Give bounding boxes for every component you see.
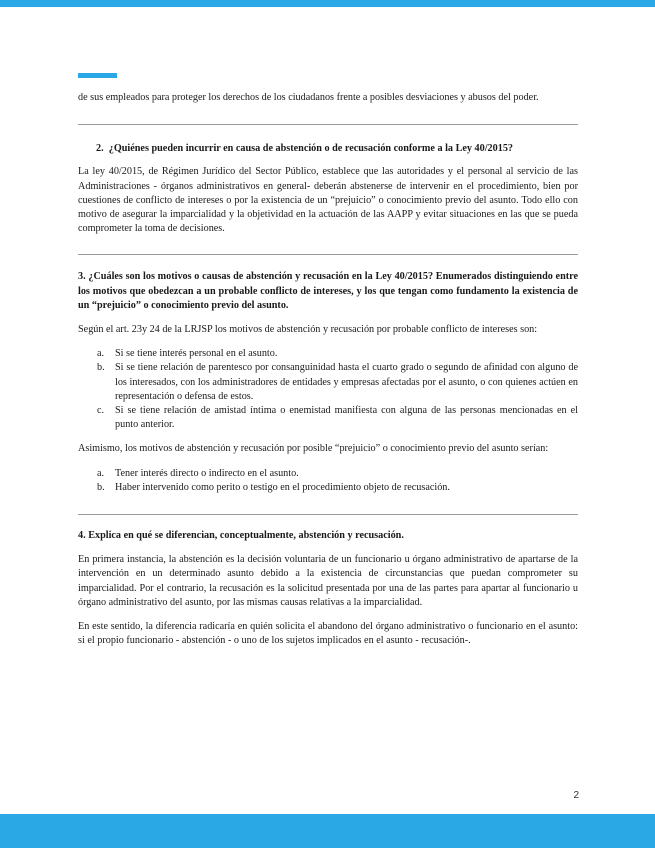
list-marker: a. <box>97 467 105 479</box>
list-item <box>78 347 578 361</box>
section-divider <box>78 514 578 515</box>
page-number: 2 <box>573 790 579 801</box>
top-color-bar <box>0 0 655 7</box>
question-2-number: 2. <box>96 143 104 155</box>
list-item <box>78 361 578 404</box>
question-4-paragraph-2: En este sentido, la diferencia radicaría en quién solicita el abandono del órgano administrativo o funcionario en el asunto: si el propio funcionario - abstención - o uno de los sujetos implicados en el asunto - recusación-. <box>78 621 578 647</box>
question-2-answer: La ley 40/2015, de Régimen Jurídico del Sector Público, establece que las autoridades y el personal al servicio de las Administraciones - órganos administrativos en general- deberán abstenerse de intervenir en el procedimiento, bien por cuestiones de conflicto de intereses o por la existencia de un “prejuicio” o conocimiento previo del asunto. Todo ello con motivo de asegurar la imparcialidad y la objetividad en la actuación de las AAPP y evitar situaciones en las que se pueda comprometer la toma de decisiones. <box>78 166 578 235</box>
list-item-text: Haber intervenido como perito o testigo en el procedimiento objeto de recusación. <box>115 481 450 493</box>
list-marker: b. <box>97 481 105 493</box>
section-divider <box>78 254 578 255</box>
list-marker: a. <box>97 348 105 360</box>
page-content <box>78 91 578 648</box>
question-4-heading: 4. Explica en qué se diferencian, conceptualmente, abstención y recusación. <box>78 530 404 542</box>
list-item-text: Si se tiene relación de parentesco por consanguinidad hasta el cuarto grado o segundo de afinidad con alguno de los interesados, con los administradores de entidades y empresas afectadas por el asunto, o con quienes actúen en representación o defensa de estos. <box>115 362 578 402</box>
question-3-paragraph-2: Asimismo, los motivos de abstención y recusación por posible “prejuicio” o conocimiento previo del asunto serían: <box>78 443 549 455</box>
question-4-paragraph-1: En primera instancia, la abstención es la decisión voluntaria de un funcionario u órgano administrativo de apartarse de la intervención en un determinado asunto debido a la existencia de circunstancias que puedan comprometer su imparcialidad. Por el contrario, la recusación es la solicitud presentada por una de las partes para apartar al funcionario u órgano administrativo del asunto, por las mismas causas relativas a la imparcialidad. <box>78 554 578 608</box>
conflict-of-interest-list <box>78 347 578 432</box>
list-item <box>78 481 578 495</box>
list-item-text: Tener interés directo o indirecto en el asunto. <box>115 467 299 479</box>
prejudice-list <box>78 467 578 495</box>
list-item <box>78 467 578 481</box>
question-3-heading: 3. ¿Cuáles son los motivos o causas de abstención y recusación en la Ley 40/2015? Enumerados distinguiendo entre los motivos que obedezcan a un probable conflicto de intereses, y los que tengan como fundamento la existencia de un “prejuicio” o conocimiento previo del asunto. <box>78 271 578 311</box>
list-marker: c. <box>97 405 105 417</box>
section-divider <box>78 124 578 125</box>
list-marker: b. <box>97 362 105 374</box>
bottom-color-bar <box>0 814 655 848</box>
accent-bar <box>78 73 117 78</box>
list-item-text: Si se tiene relación de amistad íntima o enemistad manifiesta con alguna de las personas mencionadas en el punto anterior. <box>115 405 578 431</box>
question-2-heading <box>78 142 578 156</box>
question-3-paragraph-1: Según el art. 23y 24 de la LRJSP los motivos de abstención y recusación por probable conflicto de intereses son: <box>78 324 538 336</box>
intro-paragraph: de sus empleados para proteger los derechos de los ciudadanos frente a posibles desviaciones y abusos del poder. <box>78 92 539 103</box>
question-2-title: ¿Quiénes pueden incurrir en causa de abstención o de recusación conforme a la Ley 40/2015? <box>108 143 514 155</box>
list-item-text: Si se tiene interés personal en el asunto. <box>115 348 278 360</box>
list-item <box>78 404 578 432</box>
